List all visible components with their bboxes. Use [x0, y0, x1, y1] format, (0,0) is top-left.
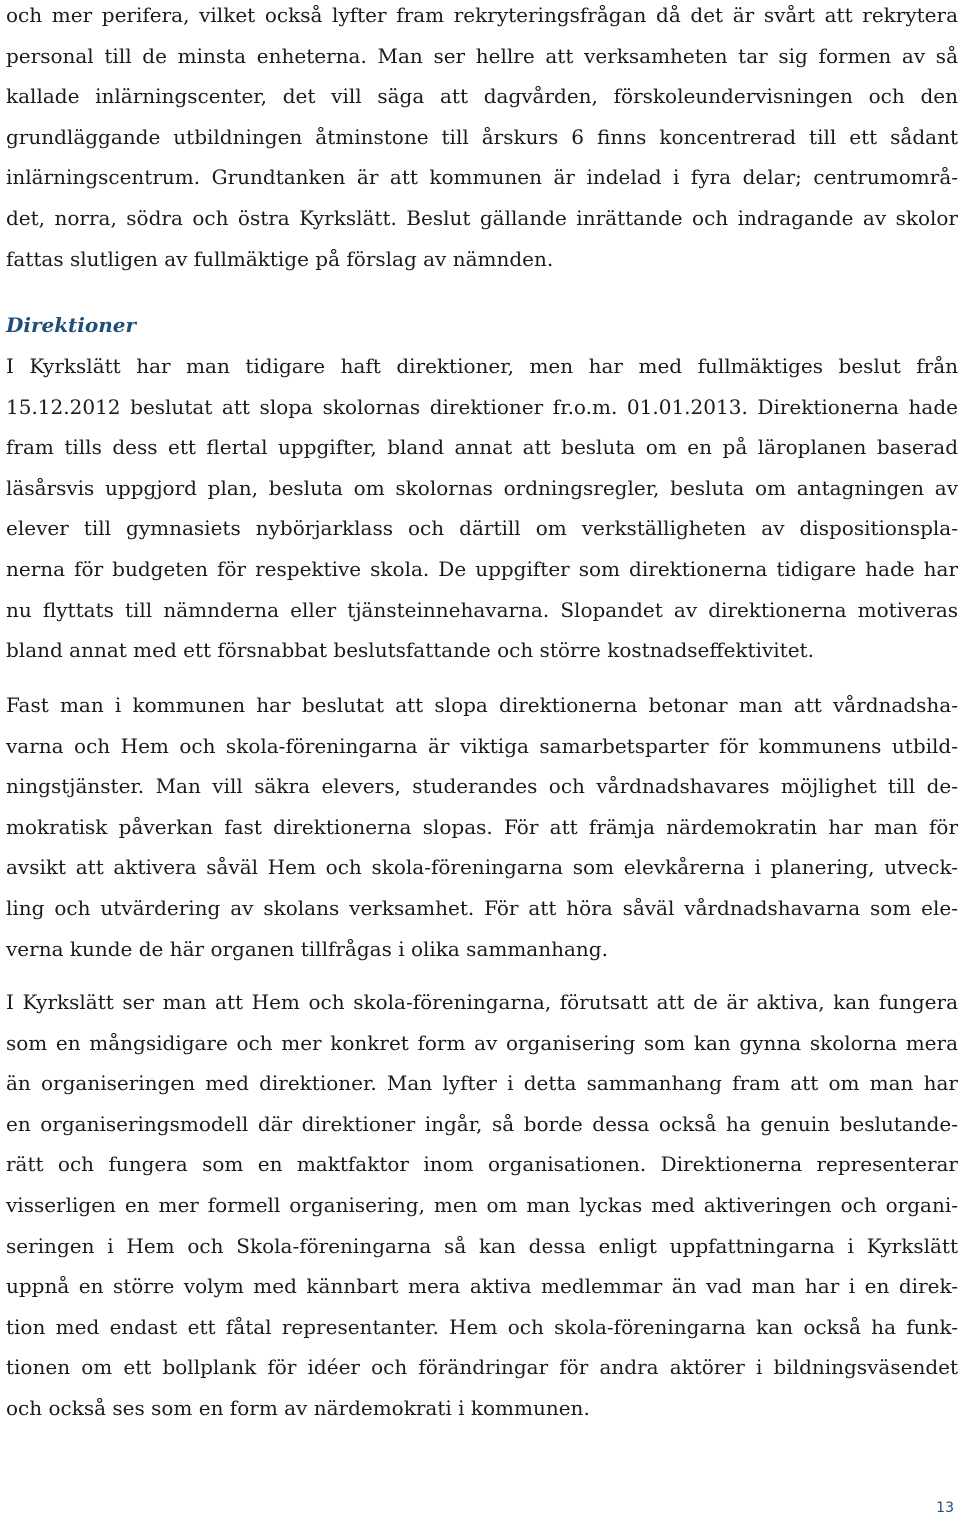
text-line: elever till gymnasiets nybörjarklass och därtill om verkställigheten av dispositionspla-: [6, 516, 958, 541]
text-line: nu flyttats till nämnderna eller tjänsteinnehavarna. Slopandet av direktionerna motiveras: [6, 597, 958, 622]
text-line: rätt och fungera som en maktfaktor inom organisationen. Direktionerna representerar: [6, 1152, 958, 1177]
text-line: inlärningscentrum. Grundtanken är att kommunen är indelad i fyra delar; centrumområ-: [6, 165, 958, 190]
text-line: och mer perifera, vilket också lyfter fram rekryteringsfrågan då det är svårt att rekrytera: [6, 3, 958, 27]
text-line: seringen i Hem och Skola-föreningarna så kan dessa enligt uppfattningarna i Kyrkslätt: [6, 1233, 958, 1258]
text-line: mokratisk påverkan fast direktionerna slopas. För att främja närdemokratin har man för: [6, 814, 958, 839]
text-line: fattas slutligen av fullmäktige på förslag av nämnden.: [6, 246, 554, 271]
section-heading: Direktioner: [6, 313, 137, 337]
text-line: verna kunde de här organen tillfrågas i olika sammanhang.: [6, 936, 608, 961]
paragraph-school-structure: [6, 0, 958, 279]
text-line: I Kyrkslätt har man tidigare haft direktioner, men har med fullmäktiges beslut från: [6, 354, 958, 378]
text-line: ling och utvärdering av skolans verksamhet. För att höra såväl vårdnadshavarna som ele-: [6, 895, 958, 920]
text-line: avsikt att aktivera såväl Hem och skola-föreningarna som elevkårerna i planering, utveck-: [6, 855, 958, 880]
text-line: en organiseringsmodell där direktioner ingår, så borde dessa också ha genuin beslutande-: [6, 1111, 958, 1136]
text-line: Fast man i kommunen har beslutat att slopa direktionerna betonar man att vårdnadsha-: [6, 693, 958, 717]
text-line: visserligen en mer formell organisering, men om man lyckas med aktiveringen och organi-: [6, 1192, 958, 1217]
text-line: tionen om ett bollplank för idéer och förändringar för andra aktörer i bildningsväsendet: [6, 1355, 958, 1380]
text-line: tion med endast ett fåtal representanter. Hem och skola-föreningarna kan också ha funk-: [6, 1314, 958, 1339]
text-line: grundläggande utbildningen åtminstone till årskurs 6 finns koncentrerad till ett sådant: [6, 124, 958, 149]
text-line: som en mångsidigare och mer konkret form av organisering som kan gynna skolorna mera: [6, 1030, 958, 1055]
text-line: ningstjänster. Man vill säkra elevers, studerandes och vårdnadshavares möjlighet till de-: [6, 774, 958, 799]
text-line: personal till de minsta enheterna. Man ser hellre att verksamheten tar sig formen av så: [6, 43, 958, 68]
text-line: läsårsvis uppgjord plan, besluta om skolornas ordningsregler, besluta om antagningen av: [6, 475, 958, 500]
page-number: 13: [936, 1500, 954, 1516]
text-line: bland annat med ett försnabbat beslutsfattande och större kostnadseffektivitet.: [6, 638, 814, 663]
text-line: kallade inlärningscenter, det vill säga att dagvården, förskoleundervisningen och den: [6, 84, 958, 109]
paragraph-home-school: [6, 982, 958, 1429]
paragraph-guardians: [6, 685, 958, 969]
paragraph-direktioner: [6, 346, 958, 671]
text-line: 15.12.2012 beslutat att slopa skolornas direktioner fr.o.m. 01.01.2013. Direktionerna hade: [6, 394, 958, 419]
text-line: uppnå en större volym med kännbart mera aktiva medlemmar än vad man har i en direk-: [6, 1274, 958, 1299]
text-line: nerna för budgeten för respektive skola. De uppgifter som direktionerna tidigare hade har: [6, 556, 958, 581]
text-line: det, norra, södra och östra Kyrkslätt. Beslut gällande inrättande och indragande av skolor: [6, 205, 958, 230]
text-line: och också ses som en form av närdemokrati i kommunen.: [6, 1395, 590, 1420]
text-line: fram tills dess ett flertal uppgifter, bland annat att besluta om en på läroplanen baserad: [6, 435, 958, 460]
text-line: I Kyrkslätt ser man att Hem och skola-föreningarna, förutsatt att de är aktiva, kan fungera: [6, 990, 958, 1014]
text-line: än organiseringen med direktioner. Man lyfter i detta sammanhang fram att om man har: [6, 1071, 958, 1096]
text-line: varna och Hem och skola-föreningarna är viktiga samarbetsparter för kommunens utbild-: [6, 733, 958, 758]
